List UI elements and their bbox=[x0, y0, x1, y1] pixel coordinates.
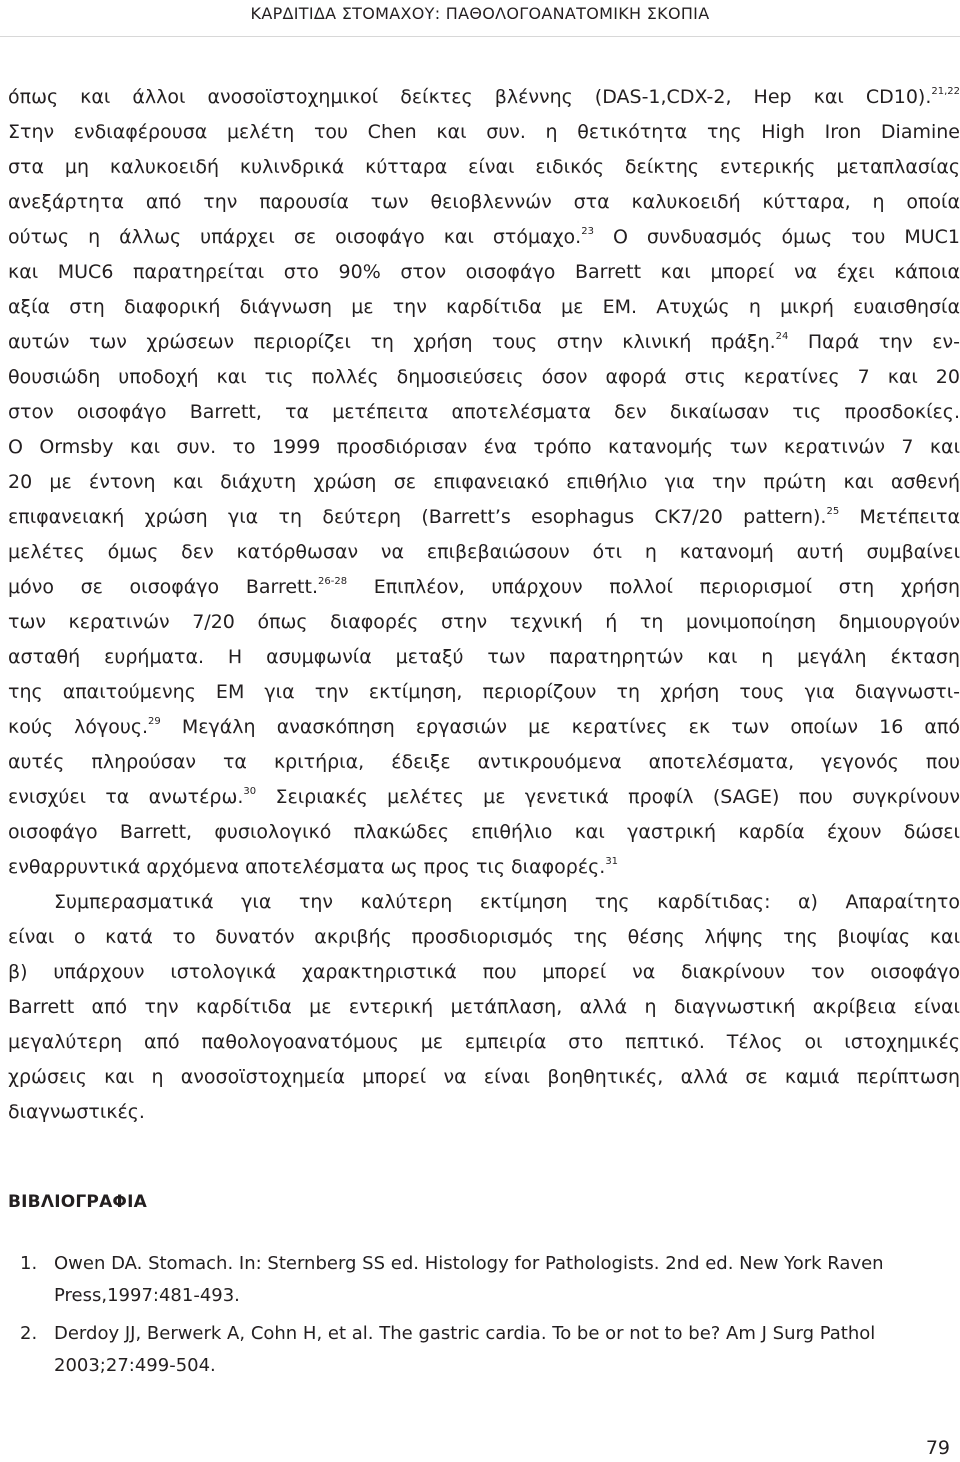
body-line: ούτως η άλλως υπάρχει σε οισοφάγο και στόμαχο.$^{23}$ Ο συνδυασμός όμως του MUC1 bbox=[8, 226, 960, 248]
body-line: διαγνωστικές. bbox=[8, 1101, 145, 1123]
header-divider bbox=[0, 36, 960, 37]
body-line: μόνο σε οισοφάγο Barrett.$^{26-28}$ Επιπλέον, υπάρχουν πολλοί περιορισμοί στη χρήση bbox=[8, 576, 960, 598]
body-line: ασταθή ευρήματα. Η ασυμφωνία μεταξύ των παρατηρητών και η μεγάλη έκταση bbox=[8, 646, 960, 668]
body-line: ανεξάρτητα από την παρουσία των θειοβλεννών στα καλυκοειδή κύτταρα, η οποία bbox=[8, 191, 960, 213]
body-line: της απαιτούμενης ΕΜ για την εκτίμηση, περιορίζουν τη χρήση τους για διαγνωστι- bbox=[8, 681, 960, 703]
reference-list bbox=[8, 1248, 960, 1388]
body-line: στα μη καλυκοειδή κυλινδρικά κύτταρα είναι ειδικός δείκτης εντερικής μεταπλασίας bbox=[8, 156, 960, 178]
body-line: επιφανειακή χρώση για τη δεύτερη (Barrett’s esophagus CK7/20 pattern).$^{25}$ Μετέπειτα bbox=[8, 506, 960, 528]
body-line: και MUC6 παρατηρείται στο 90% στον οισοφάγο Barrett και μπορεί να έχει κάποια bbox=[8, 261, 960, 283]
body-line: Συμπερασματικά για την καλύτερη εκτίμηση της καρδίτιδας: α) Απαραίτητο bbox=[54, 891, 960, 913]
body-line: μεγαλύτερη από παθολογοανατόμους με εμπειρία στο πεπτικό. Τέλος οι ιστοχημικές bbox=[8, 1031, 960, 1053]
reference-text: Owen DA. Stomach. In: Sternberg SS ed. Histology for Pathologists. 2nd ed. New York Raven Press,1997:481-493. bbox=[54, 1253, 884, 1306]
body-line: στον οισοφάγο Barrett, τα μετέπειτα αποτελέσματα δεν δικαίωσαν τις προσδοκίες. bbox=[8, 401, 960, 423]
article-body bbox=[8, 80, 960, 1130]
body-line: θουσιώδη υποδοχή και τις πολλές δημοσιεύσεις όσον αφορά στις κερατίνες 7 και 20 bbox=[8, 366, 960, 388]
body-line: ενισχύει τα ανωτέρω.$^{30}$ Σειριακές μελέτες με γενετικά προφίλ (SAGE) που συγκρίνουν bbox=[8, 786, 960, 808]
body-line: οισοφάγο Barrett, φυσιολογικό πλακώδες επιθήλιο και γαστρική καρδία έχουν δώσει bbox=[8, 821, 960, 843]
body-line: Barrett από την καρδίτιδα με εντερική μετάπλαση, αλλά η διαγνωστική ακρίβεια είναι bbox=[8, 996, 960, 1018]
reference-item bbox=[8, 1248, 960, 1312]
body-line: ενθαρρυντικά αρχόμενα αποτελέσματα ως προς τις διαφορές.$^{31}$ bbox=[8, 856, 619, 878]
body-line: αυτών των χρώσεων περιορίζει τη χρήση τους στην κλινική πράξη.$^{24}$ Παρά την εν- bbox=[8, 331, 960, 353]
running-header bbox=[0, 0, 960, 23]
body-line: χρώσεις και η ανοσοϊστοχημεία μπορεί να είναι βοηθητικές, αλλά σε καμιά περίπτωση bbox=[8, 1066, 960, 1088]
body-line: κούς λόγους.$^{29}$ Μεγάλη ανασκόπηση εργασιών με κερατίνες εκ των οποίων 16 από bbox=[8, 716, 960, 738]
body-line: β) υπάρχουν ιστολογικά χαρακτηριστικά που μπορεί να διακρίνουν τον οισοφάγο bbox=[8, 961, 960, 983]
body-line: Ο Ormsby και συν. το 1999 προσδιόρισαν ένα τρόπο κατανομής των κερατινών 7 και bbox=[8, 436, 960, 458]
body-line: αξία στη διαφορική διάγνωση με την καρδίτιδα με ΕΜ. Ατυχώς η μικρή ευαισθησία bbox=[8, 296, 960, 318]
reference-item bbox=[8, 1318, 960, 1382]
body-line: 20 με έντονη και διάχυτη χρώση σε επιφανειακό επιθήλιο για την πρώτη και ασθενή bbox=[8, 471, 960, 493]
body-line: μελέτες όμως δεν κατόρθωσαν να επιβεβαιώσουν ότι η κατανομή αυτή συμβαίνει bbox=[8, 541, 960, 563]
body-line: είναι ο κατά το δυνατόν ακριβής προσδιορισμός της θέσης λήψης της βιοψίας και bbox=[8, 926, 960, 948]
body-line: όπως και άλλοι ανοσοϊστοχημικοί δείκτες βλέννης (DAS-1,CDX-2, Hep και CD10).$^{21,22}$ bbox=[8, 86, 960, 108]
body-line: των κερατινών 7/20 όπως διαφορές στην τεχνική ή τη μονιμοποίηση δημιουργούν bbox=[8, 611, 960, 633]
page-number: 79 bbox=[925, 1437, 950, 1459]
reference-text: Derdoy JJ, Berwerk A, Cohn H, et al. The gastric cardia. To be or not to be? Am J Surg Pathol 2003;27:499-504. bbox=[54, 1323, 876, 1376]
body-line: Στην ενδιαφέρουσα μελέτη του Chen και συν. η θετικότητα της High Iron Diamine bbox=[8, 121, 960, 143]
reference-number: 1. bbox=[20, 1253, 38, 1274]
bibliography-heading: ΒΙΒΛΙΟΓΡΑΦΙΑ bbox=[8, 1192, 147, 1212]
running-header-title: ΚΑΡΔΙΤΙΔΑ ΣΤΟΜΑΧΟΥ: ΠΑΘΟΛΟΓΟΑΝΑΤΟΜΙΚΗ ΣΚΟΠΙΑ bbox=[250, 4, 710, 23]
reference-number: 2. bbox=[20, 1323, 38, 1344]
body-line: αυτές πληρούσαν τα κριτήρια, έδειξε αντικρουόμενα αποτελέσματα, γεγονός που bbox=[8, 751, 960, 773]
